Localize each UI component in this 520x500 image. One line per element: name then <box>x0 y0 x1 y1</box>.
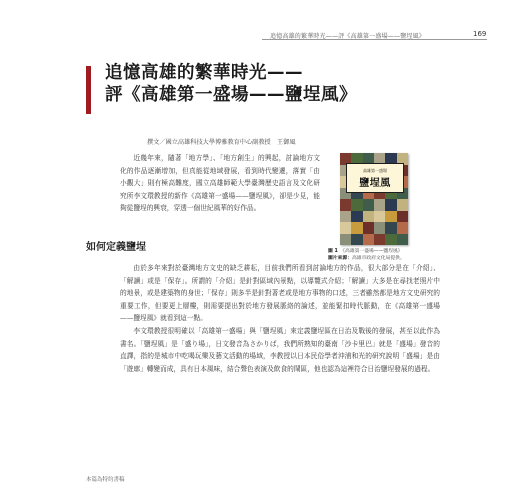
book-cover-title: 鹽埕風 <box>359 177 391 189</box>
cover-photo-tile <box>397 211 408 223</box>
figure-credit-label: 圖片來源： <box>328 256 352 261</box>
cover-photo-tile <box>385 211 396 223</box>
cover-photo-tile <box>374 199 385 211</box>
book-cover-image <box>340 153 408 245</box>
header-divider <box>262 39 487 40</box>
figure-label: 圖 1 <box>328 249 338 254</box>
cover-photo-tile <box>363 199 374 211</box>
cover-photo-tile <box>385 199 396 211</box>
cover-photo-tile <box>385 222 396 234</box>
intro-section <box>120 152 320 215</box>
cover-photo-tile <box>385 234 396 246</box>
cover-photo-tile <box>340 211 351 223</box>
figure-credit: 高雄市政府文化局提供。 <box>352 256 405 261</box>
cover-photo-tile <box>340 234 351 246</box>
body-paragraph-1: 由於多年來對於臺灣地方文史的缺乏耕耘，目前我們所看到討論地方的作品，很大部分是在「介紹」、「解讀」或是「保存」。所謂的「介紹」是針對區域內景點，以導覽式介紹；「解讀」大多是在尋找老照片中的地景，或是建築物的身世；「保存」則多半是針對著老或是地方事物的口述，三者雖然都是地方文史研究的重要工作，但要更上層樓，則需要提出對於地方發展脈絡的論述，並能緊扣時代脈動，在《高雄第一盛場——鹽埕風》就看到這一點。 <box>120 264 440 323</box>
cover-photo-tile <box>351 211 362 223</box>
title-line-2: 評《高雄第一盛場——鹽埕風》 <box>105 85 357 105</box>
book-cover-title-box <box>346 163 404 193</box>
cover-photo-tile <box>351 199 362 211</box>
cover-photo-tile <box>397 199 408 211</box>
article-title <box>105 62 357 106</box>
body-paragraph-2: 李文環教授很明確以「高雄第一盛場」與「鹽埕風」來定義鹽埕區在日治及戰後的發展，甚至以此作為書名。「鹽埕風」是「盛り場」，日文發音為さかりば，我們所熟知的臺南「沙卡里巴」就是「盛場」發音的直譯，指的是城市中吃喝玩樂及藝文活動的場域，李教授以日本民俗學者沖浦和光的研究說明「盛場」是由「遊廓」轉變而成，具有日本風味，結合聲色表演及飲食的鬧區，他也認為這裡符合日治鹽埕發展的過程。 <box>120 326 440 373</box>
author-byline: 撰文／國立高雄科技大學博雅教育中心副教授 王御風 <box>147 139 296 146</box>
cover-photo-tile <box>351 234 362 246</box>
page-number: 169 <box>473 30 487 38</box>
running-header: 追憶高雄的繁華時光——評《高雄第一盛場——鹽埕風》 <box>270 33 426 40</box>
book-cover-subtitle: 高雄第一盛場 <box>363 167 387 173</box>
title-line-1: 追憶高雄的繁華時光—— <box>105 63 303 83</box>
figure-caption-text: 《高雄第一盛場——鹽埕風》 <box>342 249 403 254</box>
figure-caption <box>328 248 428 262</box>
title-accent-bar <box>86 66 91 114</box>
cover-photo-tile <box>340 222 351 234</box>
cover-photo-tile <box>374 222 385 234</box>
page-footer: 本篇為特約書稿 <box>86 477 125 483</box>
cover-photo-tile <box>351 222 362 234</box>
cover-photo-tile <box>363 234 374 246</box>
intro-paragraph: 近幾年來，隨著「地方學」、「地方創生」的興起，討論地方文化的作品逐漸增加，但真能從地域發展，看到時代變遷，落實「由小觀大」則有極高難度，國立高雄師範大學臺灣歷史語言及文化研究所李文環教授的新作《高雄第一盛場——鹽埕風》，卻是少見，能夠從鹽埕的興衰，穿透一個世紀風華的好作品。 <box>120 154 320 213</box>
cover-photo-tile <box>397 234 408 246</box>
cover-photo-tile <box>340 199 351 211</box>
main-body <box>120 262 440 375</box>
cover-photo-tile <box>363 211 374 223</box>
cover-photo-tile <box>363 222 374 234</box>
section-heading: 如何定義鹽埕 <box>86 242 146 253</box>
cover-photo-tile <box>374 211 385 223</box>
cover-photo-tile <box>397 222 408 234</box>
cover-photo-tile <box>374 234 385 246</box>
